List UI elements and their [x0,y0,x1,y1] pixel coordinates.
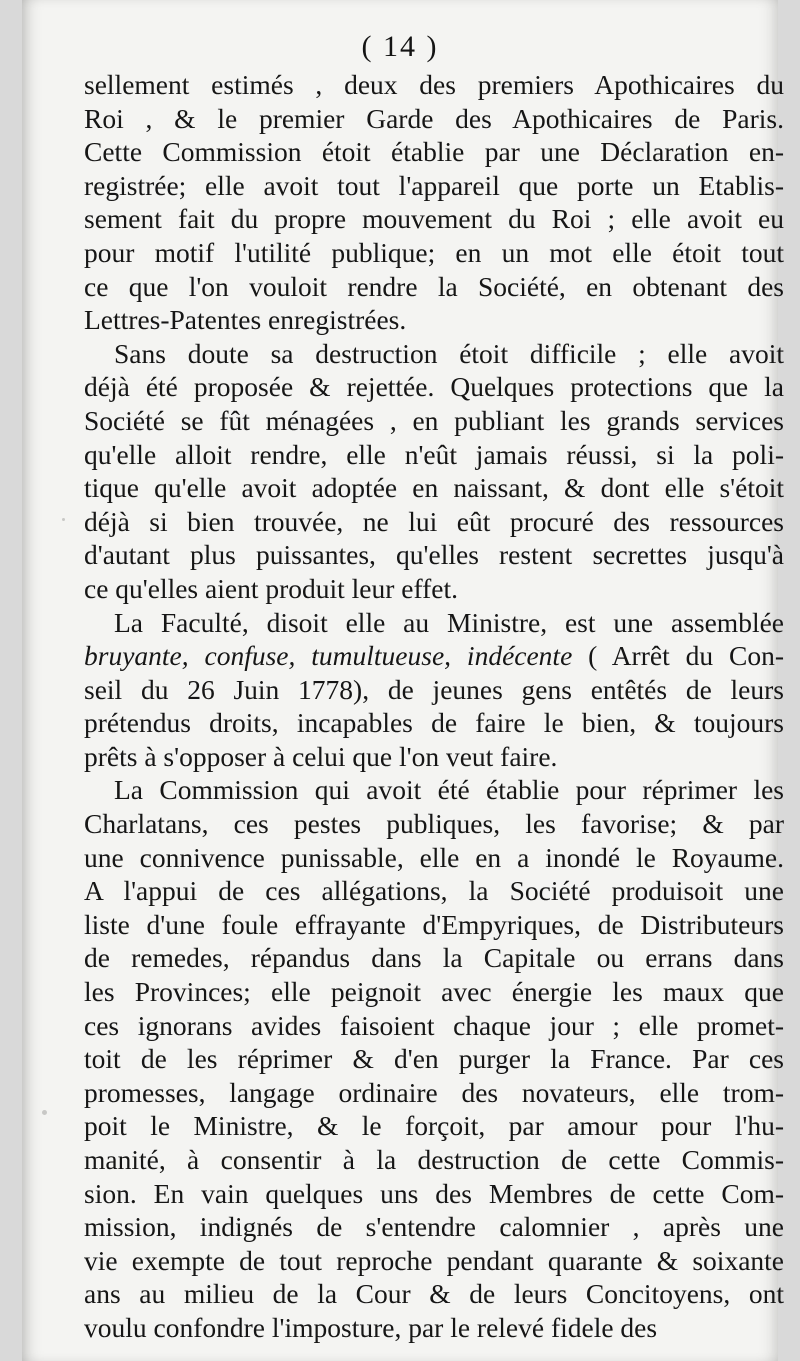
text-line: vie exempte de tout reproche pendant quarante & soixante [84,1244,784,1276]
text-line: prêts à s'opposer à celui que l'on veut faire. [84,740,558,772]
text-line: ans au milieu de la Cour & de leurs Concitoyens, ont [84,1278,784,1310]
text-line: promesses, langage ordinaire des novateurs, elle trom- [84,1076,784,1108]
line-remainder: ( Arrêt du Con- [588,640,784,672]
text-line: liste d'une foule effrayante d'Empyriques, de Distributeurs [84,908,784,940]
text-line: A l'appui de ces allégations, la Société produisoit une [84,875,784,907]
text-line: La Commission qui avoit été établie pour réprimer les [114,774,784,806]
text-line [84,639,784,673]
text-line: voulu confondre l'imposture, par le relevé fidele des [84,1311,658,1343]
body-text [84,68,784,1345]
text-line: Sans doute sa destruction étoit difficile ; elle avoit [114,337,784,369]
text-line: qu'elle alloit rendre, elle n'eût jamais réussi, si la poli- [84,438,784,470]
text-line: les Provinces; elle peignoit avec énergie les maux que [84,976,784,1008]
text-line: tique qu'elle avoit adoptée en naissant, & dont elle s'étoit [84,472,784,504]
text-line: Société se fût ménagées , en publiant les grands services [84,404,784,436]
text-line: d'autant plus puissantes, qu'elles restent secrettes jusqu'à [84,539,784,571]
text-line: ce qu'elles aient produit leur effet. [84,572,459,604]
page-number: ( 14 ) [361,30,439,63]
text-line: seil du 26 Juin 1778), de jeunes gens entêtés de leurs [84,673,784,705]
text-line: La Faculté, disoit elle au Ministre, est une assemblée [114,606,784,638]
text-line: ces ignorans avides faisoient chaque jour ; elle promet- [84,1009,784,1041]
ink-spot [62,518,65,521]
text-line: de remedes, répandus dans la Capitale ou errans dans [84,942,784,974]
text-line: manité, à consentir à la destruction de cette Commis- [84,1144,784,1175]
text-line: déjà si bien trouvée, ne lui eût procuré des ressources [84,505,784,537]
text-line: Charlatans, ces pestes publiques, les favorise; & par [84,808,784,840]
text-line: une connivence punissable, elle en a inondé le Royaume. [84,841,784,873]
text-line: sion. En vain quelques uns des Membres de cette Com- [84,1177,784,1209]
text-line: toit de les réprimer & d'en purger la France. Par ces [84,1043,784,1075]
text-line: Cette Commission étoit établie par une Déclaration en- [84,136,784,168]
italic-quote: bruyante, confuse, tumultueuse, indécente [84,640,589,672]
text-line: mission, indignés de s'entendre calomnier , après une [84,1211,784,1243]
text-line: registrée; elle avoit tout l'appareil que porte un Etablis- [84,169,784,201]
book-page [22,0,784,1361]
text-line: ce que l'on vouloit rendre la Société, en obtenant des [84,270,784,302]
text-line: prétendus droits, incapables de faire le bien, & toujours [84,707,784,739]
text-line: Lettres-Patentes enregistrées. [84,304,407,336]
text-line: sellement estimés , deux des premiers Apothicaires du [84,69,784,100]
text-line: sement fait du propre mouvement du Roi ; elle avoit eu [84,203,784,235]
text-line: déjà été proposée & rejettée. Quelques protections que la [84,371,784,403]
ink-spot [42,1110,47,1115]
text-line: poit le Ministre, & le forçoit, par amour pour l'hu- [84,1110,784,1142]
text-line: Roi , & le premier Garde des Apothicaires de Paris. [84,102,784,134]
text-line: pour motif l'utilité publique; en un mot elle étoit tout [84,236,784,268]
